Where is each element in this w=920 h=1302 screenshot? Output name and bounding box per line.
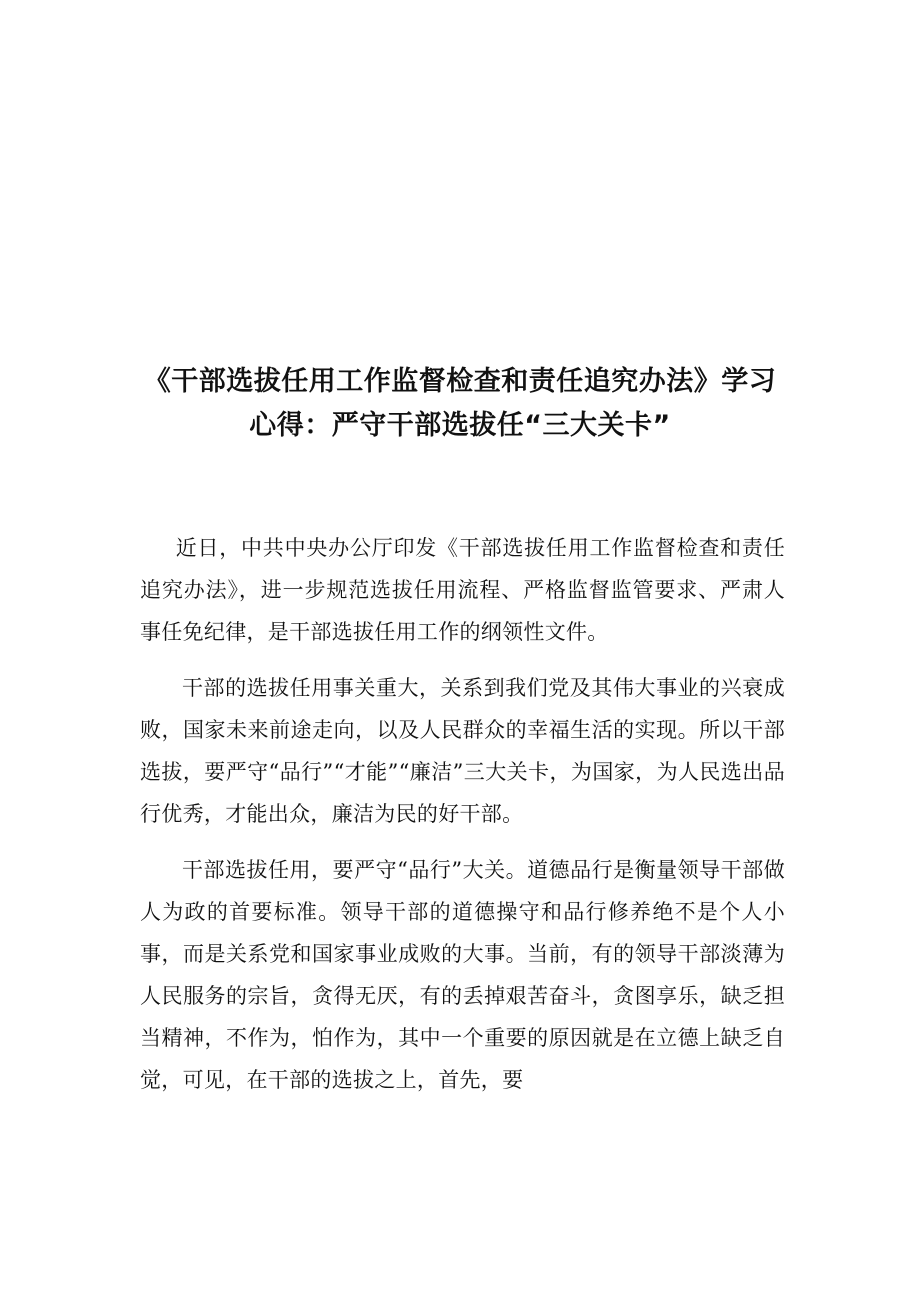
paragraph-3: 干部选拔任用，要严守“品行”大关。道德品行是衡量领导干部做人为政的首要标准。领导干部的道德操守和品行修养绝不是个人小事，而是关系党和国家事业成败的大事。当前，有的领导干部淡薄为人民服务的宗旨，贪得无厌，有的丢掉艰苦奋斗，贪图享乐，缺乏担当精神，不作为，怕作为，其中一个重要的原因就是在立德上缺乏自觉，可见，在干部的选拔之上，首先，要 <box>140 858 785 1092</box>
document-body <box>140 527 785 1101</box>
paragraph-2: 干部的选拔任用事关重大，关系到我们党及其伟大事业的兴衰成败，国家未来前途走向，以及人民群众的幸福生活的实现。所以干部选拔，要严守“品行”“才能”“廉洁”三大关卡，为国家，为人民选出品行优秀，才能出众，廉洁为民的好干部。 <box>140 676 785 826</box>
title-line-2: 心得：严守干部选拔任“三大关卡” <box>249 410 671 441</box>
title-line-1: 《干部选拔任用工作监督检查和责任追究办法》学习 <box>143 366 777 397</box>
paragraph-1: 近日，中共中央办公厅印发《干部选拔任用工作监督检查和责任追究办法》，进一步规范选拔任用流程、严格监督监管要求、严肃人事任免纪律，是干部选拔任用工作的纲领性文件。 <box>140 536 785 644</box>
document-title <box>140 360 780 448</box>
